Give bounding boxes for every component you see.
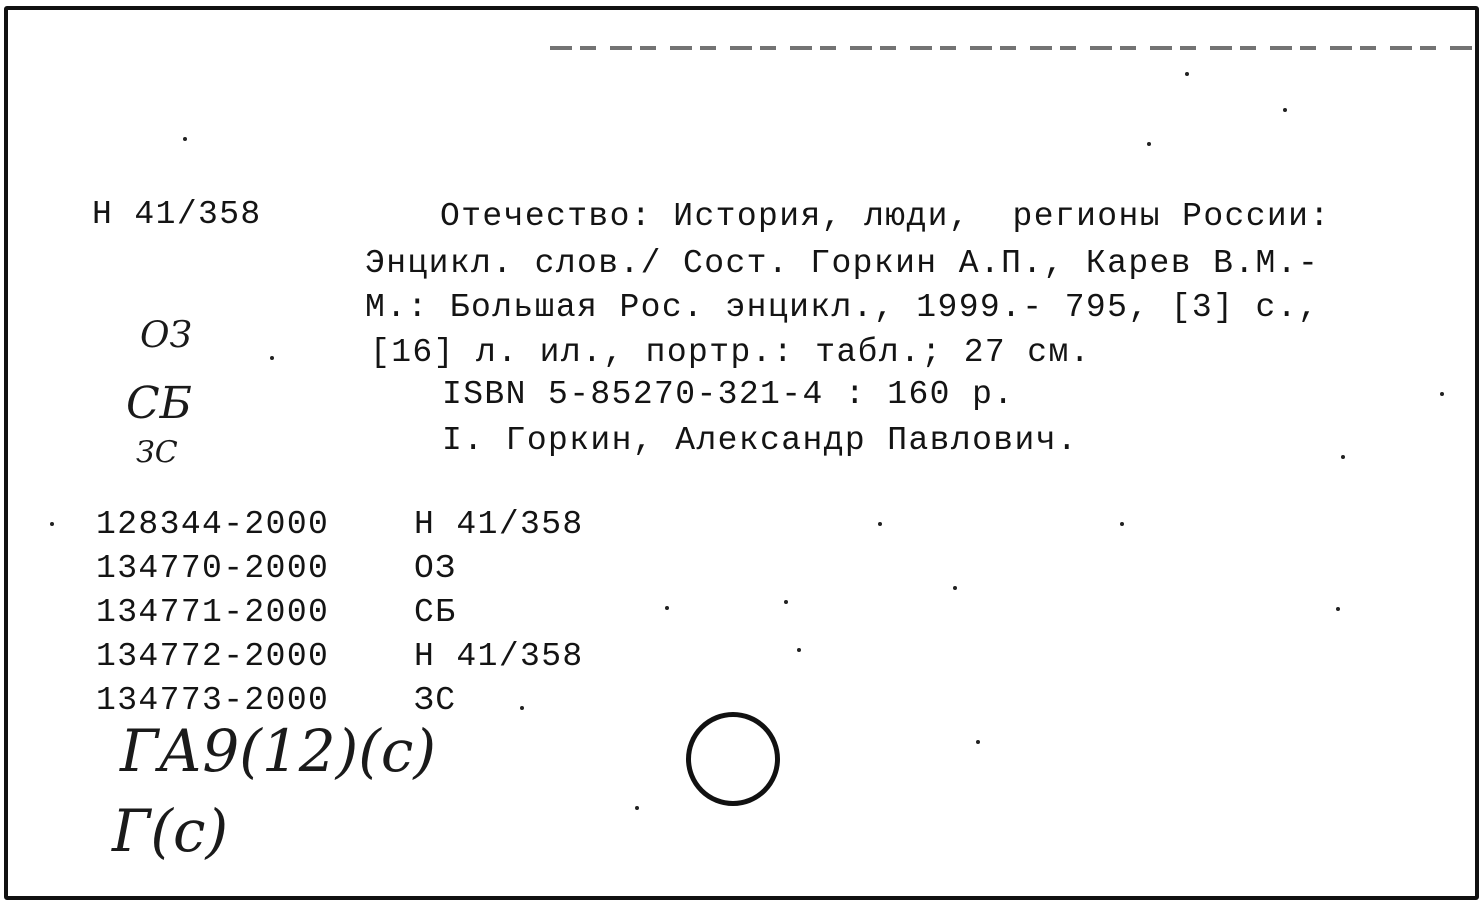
accession-number: 128344-2000 — [96, 506, 330, 543]
handwritten-code-2: Г(с) — [112, 797, 229, 865]
scan-speck — [665, 606, 669, 610]
accession-number: 134772-2000 — [96, 638, 330, 675]
description-line-1: Отечество: История, люди, регионы России: — [440, 198, 1331, 235]
circle-mark-icon — [686, 712, 780, 806]
accession-location: Н 41/358 — [414, 506, 584, 543]
margin-note-zs: ЗС — [136, 435, 178, 470]
scan-speck — [784, 600, 788, 604]
accession-number: 134773-2000 — [96, 682, 330, 719]
tracing-line: I. Горкин, Александр Павлович. — [442, 422, 1079, 459]
scan-speck — [270, 356, 274, 360]
shelfmark: Н 41/358 — [92, 196, 262, 233]
scan-speck — [1440, 392, 1444, 396]
scan-speck — [976, 740, 980, 744]
scan-speck — [1336, 607, 1340, 611]
scan-speck — [520, 706, 524, 710]
scan-speck — [1147, 142, 1151, 146]
top-dashed-line — [550, 46, 1480, 50]
accession-location: СБ — [414, 594, 457, 631]
margin-note-oz: ОЗ — [140, 315, 192, 356]
description-line-2: Энцикл. слов./ Сост. Горкин А.П., Карев В.М.- — [365, 245, 1320, 282]
scan-speck — [878, 522, 882, 526]
scan-speck — [1120, 522, 1124, 526]
accession-number: 134771-2000 — [96, 594, 330, 631]
margin-note-sb: СБ — [126, 378, 192, 429]
accession-location: Н 41/358 — [414, 638, 584, 675]
description-line-3: М.: Большая Рос. энцикл., 1999.- 795, [3] с., — [365, 289, 1320, 326]
scan-speck — [1341, 455, 1345, 459]
accession-location: ОЗ — [414, 550, 457, 587]
isbn-line: ISBN 5-85270-321-4 : 160 р. — [442, 376, 1015, 413]
description-line-4: [16] л. ил., портр.: табл.; 27 см. — [370, 334, 1091, 371]
scan-speck — [797, 648, 801, 652]
scan-speck — [1283, 108, 1287, 112]
handwritten-code-1: ГА9(12)(с) — [120, 717, 437, 785]
scan-speck — [50, 522, 54, 526]
scan-speck — [635, 806, 639, 810]
scan-speck — [953, 586, 957, 590]
accession-location: ЗС — [414, 682, 457, 719]
accession-number: 134770-2000 — [96, 550, 330, 587]
scan-speck — [1185, 72, 1189, 76]
scan-speck — [183, 137, 187, 141]
